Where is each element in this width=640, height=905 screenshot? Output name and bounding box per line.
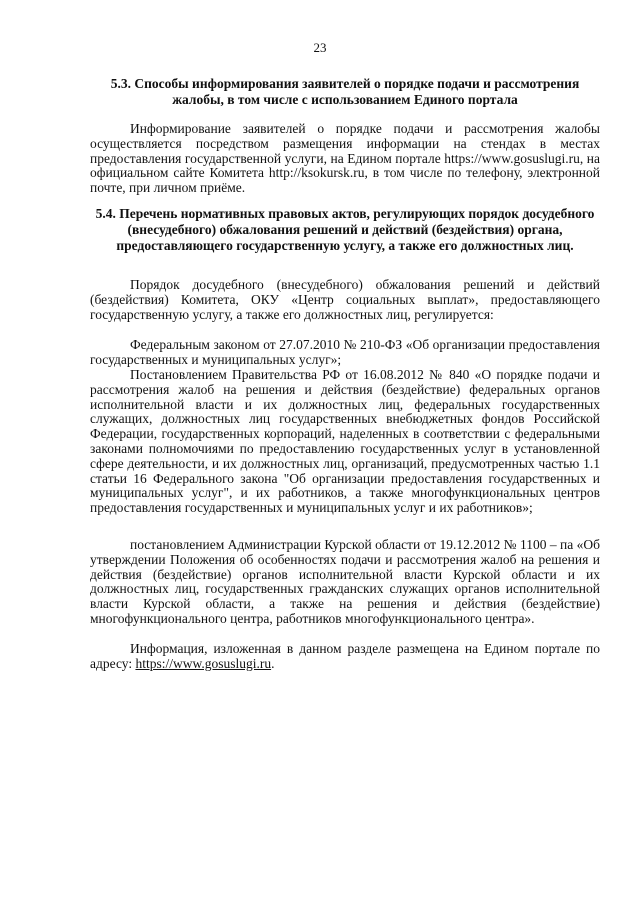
info-paragraph bbox=[90, 642, 600, 672]
regional-decree-item: постановлением Администрации Курской области от 19.12.2012 № 1100 – па «Об утверждении Положения об особенностях подачи и рассмотрения жалоб на решения и действия (бездействие) органов исполнительной власти Курской области и их должностных лиц, государственных гражданских служащих органов исполнительной власти Курской области, а также на решения и действия (бездействие) многофункционального центра, работников многофункционального центра». bbox=[90, 537, 600, 626]
info-end: . bbox=[271, 655, 275, 671]
section-5-3-heading: 5.3. Способы информирования заявителей о порядке подачи и рассмотрения жалобы, в том числе с использованием Единого портала bbox=[110, 76, 580, 107]
gosuslugi-link[interactable]: https://www.gosuslugi.ru bbox=[135, 655, 272, 671]
section-5-3-paragraph: Информирование заявителей о порядке подачи и рассмотрения жалобы осуществляется посредством размещения информации на стендах в местах предоставления государственной услуги, на Едином портале https://www.gosuslugi.ru, на официальном сайте Комитета http://ksokursk.ru, в том числе по телефону, электронной почте, при личном приёме. bbox=[90, 121, 600, 196]
federal-law-item: Федеральным законом от 27.07.2010 № 210-ФЗ «Об организации предоставления государственных и муниципальных услуг»; bbox=[90, 337, 600, 367]
government-decree-item: Постановлением Правительства РФ от 16.08.2012 № 840 «О порядке подачи и рассмотрения жалоб на решения и действия (бездействие) федеральных органов исполнительной власти и их должностных лиц, федеральных государственных служащих, должностных лиц государственных внебюджетных фондов Российской Федерации, государственных корпораций, наделенных в соответствии с федеральными законами полномочиями по предоставлению государственных услуг в установленной сфере деятельности, и их должностных лиц, организаций, предусмотренных частью 1.1 статьи 16 Федерального закона "Об организации предоставления государственных и муниципальных услуг", и их работников, а также многофункциональных центров предоставления государственных и муниципальных услуг и их работников»; bbox=[90, 367, 600, 516]
info-text: Информация, изложенная в данном разделе размещена на Едином портале по адресу: bbox=[90, 641, 600, 671]
section-5-4-heading: 5.4. Перечень нормативных правовых актов, регулирующих порядок досудебного (внесудебного) обжалования решений и действий (бездействия) органа, предоставляющего государственную услугу, а также его должностных лиц. bbox=[95, 206, 595, 253]
page-number: 23 bbox=[313, 40, 327, 55]
section-5-4-intro: Порядок досудебного (внесудебного) обжалования решений и действий (бездействия) Комитета, ОКУ «Центр социальных выплат», предоставляющего государственную услугу, а также его должностных лиц, регулируется: bbox=[90, 277, 600, 322]
